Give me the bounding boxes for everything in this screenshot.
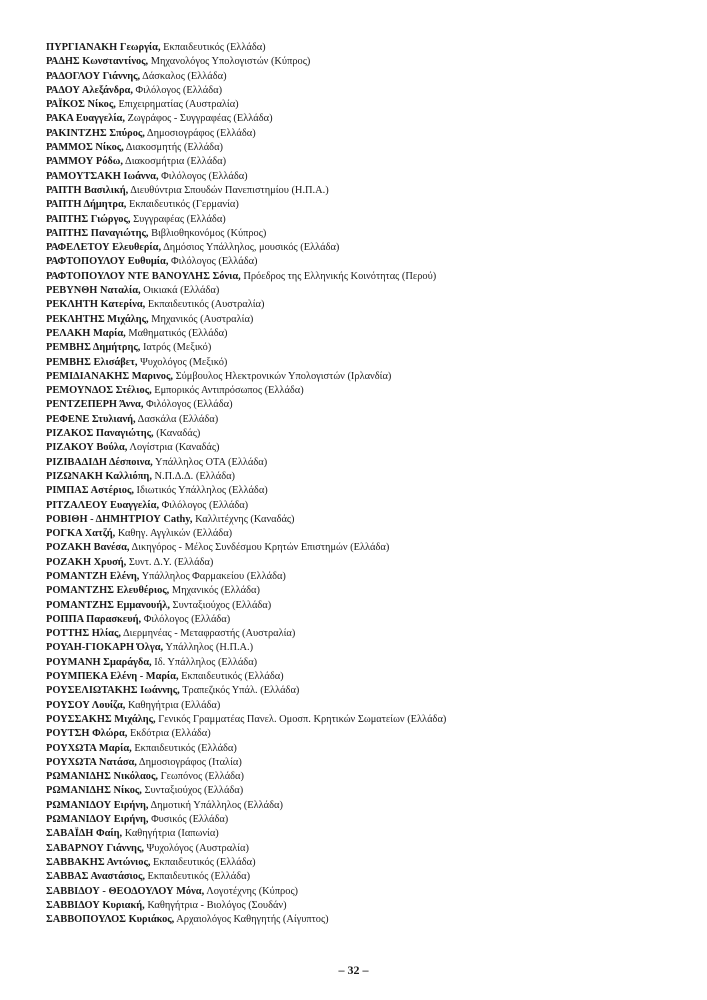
entry-description: Εκπαιδευτικός (Ελλάδα) (150, 856, 256, 868)
entry-description: Δημόσιος Υπάλληλος, μουσικός (Ελλάδα) (161, 242, 340, 254)
entry-name: ΡΑΜΟΥΤΣΑΚΗ Ιωάννα, (46, 170, 159, 182)
entry-name: ΡΟΥΣΕΛΙΩΤΑΚΗΣ Ιωάννης, (46, 685, 180, 697)
entry-name: ΡΑΜΜΟΥ Ρόδω, (46, 156, 123, 168)
entry-description: Φιλόλογος (Ελλάδα) (141, 613, 231, 625)
entry-name: ΡΟΥΣΟΥ Λουίζα, (46, 699, 126, 711)
entry-name: ΡΙΖΑΚΟΥ Βούλα, (46, 442, 128, 454)
entry-name: ΡΟΜΑΝΤΖΗ Ελένη, (46, 570, 140, 582)
list-item (46, 255, 666, 269)
entry-name: ΡΕΒΥΝΘΗ Ναταλία, (46, 285, 141, 297)
entry-name: ΡΩΜΑΝΙΔΗΣ Νίκος, (46, 785, 142, 797)
list-item (46, 870, 666, 884)
entry-description: Καθηγήτρια (Ελλάδα) (125, 699, 221, 711)
list-item (46, 213, 666, 227)
entry-name: ΣΑΒΒΟΠΟΥΛΟΣ Κυριάκος, (46, 914, 175, 926)
entry-name: ΣΑΒΒΑΣ Αναστάσιος, (46, 871, 145, 883)
list-item (46, 627, 666, 641)
list-item (46, 541, 666, 555)
entry-name: ΡΑΠΤΗΣ Γιώργος, (46, 213, 131, 225)
entry-description: Εκπαιδευτικός (Ελλάδα) (144, 871, 251, 883)
entry-name: ΡΙΖΩΝΑΚΗ Καλλιόπη, (46, 470, 152, 482)
entry-name: ΣΑΒΒΙΔΟΥ - ΘΕΟΔΟΥΛΟΥ Μόνα, (46, 885, 205, 897)
list-item (46, 613, 666, 627)
entry-description: Δημοσιογράφος (Ελλάδα) (144, 127, 256, 139)
entry-name: ΡΑΦΕΛΕΤΟΥ Ελευθερία, (46, 242, 162, 254)
entry-description: Μηχανολόγος Υπολογιστών (Κύπρος) (148, 56, 311, 68)
entry-description: Δημοτική Υπάλληλος (Ελλάδα) (148, 799, 283, 811)
list-item (46, 413, 666, 427)
entry-description: Καθηγήτρια (Ιαπωνία) (122, 828, 219, 840)
entry-description: Καθηγ. Αγγλικών (Ελλάδα) (115, 528, 233, 540)
entry-description: Ν.Π.Δ.Δ. (Ελλάδα) (151, 470, 236, 482)
entry-description: Πρόεδρος της Ελληνικής Κοινότητας (Περού) (240, 270, 437, 282)
entry-description: Εκπαιδευτικός (Ελλάδα) (178, 671, 284, 683)
list-item (46, 670, 666, 684)
list-item (46, 184, 666, 198)
entry-name: ΡΙΖΙΒΑΔΙΔΗ Δέσποινα, (46, 456, 153, 468)
entry-name: ΡΙΜΠΑΣ Αστέριος, (46, 485, 134, 497)
entry-description: Λογοτέχνης (Κύπρος) (204, 885, 299, 897)
list-item (46, 441, 666, 455)
entry-description: Δάσκαλος (Ελλάδα) (140, 70, 227, 82)
list-item (46, 70, 666, 84)
entry-description: Υπάλληλος ΟΤΑ (Ελλάδα) (152, 456, 268, 468)
entry-name: ΡΟΒΙΘΗ - ΔΗΜΗΤΡΙΟΥ Cathy, (46, 513, 193, 525)
entry-description: Καλλιτέχνης (Καναδάς) (192, 513, 295, 525)
entry-name: ΡΩΜΑΝΙΔΟΥ Ειρήνη, (46, 814, 149, 826)
entry-name: ΡΕΜΙΔΙΑΝΑΚΗΣ Μαρινος, (46, 370, 173, 382)
entry-name: ΡΕΛΑΚΗ Μαρία, (46, 327, 126, 339)
entry-name: ΡΕΜΒΗΣ Δημήτρης, (46, 342, 141, 354)
entry-name: ΡΟΥΧΩΤΑ Μαρία, (46, 742, 132, 754)
entry-name: ΡΑΠΤΗΣ Παναγιώτης, (46, 227, 149, 239)
entry-name: ΡΩΜΑΝΙΔΗΣ Νικόλαος, (46, 771, 158, 783)
entry-description: Υπάλληλος Φαρμακείου (Ελλάδα) (139, 570, 286, 582)
entry-name: ΡΟΥΧΩΤΑ Νατάσα, (46, 756, 137, 768)
entry-name: ΡΟΥΜΑΝΗ Σμαράγδα, (46, 656, 152, 668)
list-item (46, 470, 666, 484)
list-item (46, 913, 666, 927)
list-item (46, 713, 666, 727)
entry-description: (Καναδάς) (153, 428, 201, 440)
entry-description: Βιβλιοθηκονόμος (Κύπρος) (148, 227, 267, 239)
entry-description: Μηχανικός (Ελλάδα) (169, 585, 260, 597)
entry-name: ΣΑΒΒΑΚΗΣ Αντώνιος, (46, 856, 151, 868)
list-item (46, 127, 666, 141)
list-item (46, 856, 666, 870)
list-item (46, 842, 666, 856)
entry-name: ΡΕΜΒΗΣ Ελισάβετ, (46, 356, 138, 368)
entry-description: Διερμηνέας - Μεταφραστής (Αυστραλία) (120, 628, 296, 640)
entry-name: ΡΟΥΤΣΗ Φλώρα, (46, 728, 128, 740)
entry-name: ΡΟΥΑΗ-ΓΙΟΚΑΡΗ Όλγα, (46, 642, 164, 654)
list-item (46, 499, 666, 513)
entry-name: ΡΑΔΟΥ Αλεξάνδρα, (46, 84, 133, 96)
page-number: – 32 – (338, 963, 369, 977)
entry-description: Φιλόλογος (Ελλάδα) (132, 84, 223, 96)
list-item (46, 241, 666, 255)
entry-description: Επιχειρηματίας (Αυστραλία) (115, 99, 239, 111)
list-item (46, 699, 666, 713)
list-item (46, 527, 666, 541)
entry-description: Καθηγήτρια - Βιολόγος (Σουδάν) (144, 899, 287, 911)
list-item (46, 84, 666, 98)
list-item (46, 298, 666, 312)
list-item (46, 727, 666, 741)
list-item (46, 799, 666, 813)
entry-description: Υπάλληλος (Η.Π.Α.) (163, 642, 254, 654)
list-item (46, 370, 666, 384)
entry-name: ΡΑΦΤΟΠΟΥΛΟΥ ΝΤΕ ΒΑΝΟΥΛΗΣ Σόνια, (46, 270, 241, 282)
entry-description: Συνταξιούχος (Ελλάδα) (141, 785, 244, 797)
entry-name: ΡΑΠΤΗ Δήμητρα, (46, 199, 127, 211)
entry-description: Γεωπόνος (Ελλάδα) (157, 771, 244, 783)
entry-name: ΡΟΖΑΚΗ Βανέσα, (46, 542, 130, 554)
entry-name: ΡΟΓΚΑ Χατζή, (46, 528, 116, 540)
list-item (46, 556, 666, 570)
list-item (46, 356, 666, 370)
entry-description: Οικιακά (Ελλάδα) (140, 285, 220, 297)
entry-description: Φιλόλογος (Ελλάδα) (158, 170, 248, 182)
list-item (46, 513, 666, 527)
list-item (46, 341, 666, 355)
list-item (46, 313, 666, 327)
entry-name: ΣΑΒΑΪΔΗ Φαίη, (46, 828, 123, 840)
list-item (46, 112, 666, 126)
entry-name: ΡΑΔΟΓΛΟΥ Γιάννης, (46, 70, 141, 82)
entry-description: Σύμβουλος Ηλεκτρονικών Υπολογιστών (Ιρλανδία) (172, 370, 392, 382)
list-item (46, 41, 666, 55)
entry-description: Λογίστρια (Καναδάς) (127, 442, 220, 454)
entry-description: Ιδιωτικός Υπάλληλος (Ελλάδα) (133, 485, 268, 497)
entry-description: Φιλόλογος (Ελλάδα) (168, 256, 258, 268)
entry-description: Τραπεζικός Υπάλ. (Ελλάδα) (179, 685, 300, 697)
list-item (46, 656, 666, 670)
entry-description: Διακοσμητής (Ελλάδα) (123, 142, 223, 154)
entry-name: ΡΕΦΕΝΕ Στυλιανή, (46, 413, 136, 425)
entry-description: Συνταξιούχος (Ελλάδα) (169, 599, 272, 611)
entry-description: Μηχανικός (Αυστραλία) (148, 313, 254, 325)
list-item (46, 384, 666, 398)
entry-name: ΡΟΠΠΑ Παρασκευή, (46, 613, 142, 625)
entry-description: Ιδ. Υπάλληλος (Ελλάδα) (151, 656, 258, 668)
entry-description: Διευθύντρια Σπουδών Πανεπιστημίου (Η.Π.Α.) (128, 184, 329, 196)
list-item (46, 684, 666, 698)
entry-description: Φιλόλογος (Ελλάδα) (159, 499, 249, 511)
entry-description: Ψυχολόγος (Αυστραλία) (143, 842, 249, 854)
entry-name: ΡΑΦΤΟΠΟΥΛΟΥ Ευθυμία, (46, 256, 169, 268)
entry-name: ΡΙΤΖΑΛΕΟΥ Ευαγγελία, (46, 499, 160, 511)
entry-description: Εκπαιδευτικός (Αυστραλία) (145, 299, 265, 311)
entry-description: Διακοσμήτρια (Ελλάδα) (122, 156, 227, 168)
entry-description: Ιατρός (Μεξικό) (140, 342, 212, 354)
entry-name: ΠΥΡΓΙΑΝΑΚΗ Γεωργία, (46, 42, 161, 53)
list-item (46, 599, 666, 613)
entry-description: Εκπαιδευτικός (Ελλάδα) (160, 42, 266, 53)
list-item (46, 227, 666, 241)
list-item (46, 327, 666, 341)
entry-name: ΡΕΚΛΗΤΗ Κατερίνα, (46, 299, 146, 311)
entry-description: Μαθηματικός (Ελλάδα) (125, 327, 228, 339)
entry-name: ΡΑΜΜΟΣ Νίκος, (46, 142, 124, 154)
entry-name: ΡΟΖΑΚΗ Χρυσή, (46, 556, 127, 568)
entry-name: ΡΕΚΛΗΤΗΣ Μιχάλης, (46, 313, 149, 325)
entry-description: Εμπορικός Αντιπρόσωπος (Ελλάδα) (151, 385, 304, 397)
list-item (46, 570, 666, 584)
entry-name: ΡΑΪΚΟΣ Νίκος, (46, 99, 116, 111)
list-item (46, 770, 666, 784)
entry-description: Συγγραφέας (Ελλάδα) (130, 213, 226, 225)
entry-name: ΣΑΒΒΙΔΟΥ Κυριακή, (46, 899, 145, 911)
entry-description: Αρχαιολόγος Καθηγητής (Αίγυπτος) (174, 914, 329, 926)
entry-name: ΡΩΜΑΝΙΔΟΥ Ειρήνη, (46, 799, 149, 811)
entry-name: ΣΑΒΑΡΝΟΥ Γιάννης, (46, 842, 144, 854)
list-item (46, 398, 666, 412)
entry-name: ΡΟΜΑΝΤΖΗΣ Εμμανουήλ, (46, 599, 170, 611)
entry-name: ΡΑΔΗΣ Κωνσταντίνος, (46, 56, 149, 68)
list-item (46, 885, 666, 899)
entry-name: ΡΕΝΤΖΕΠΕΡΗ Άννα, (46, 399, 144, 411)
list-item (46, 742, 666, 756)
entry-description: Δικηγόρος - Μέλος Συνδέσμου Κρητών Επιστημών (Ελλάδα) (129, 542, 390, 554)
entry-description: Ζωγράφος - Συγγραφέας (Ελλάδα) (124, 113, 273, 125)
list-item (46, 55, 666, 69)
entry-description: Ψυχολόγος (Μεξικό) (137, 356, 228, 368)
list-item (46, 427, 666, 441)
entry-name: ΡΑΠΤΗ Βασιλική, (46, 184, 129, 196)
name-list (46, 41, 666, 927)
list-item (46, 484, 666, 498)
list-item (46, 170, 666, 184)
list-item (46, 456, 666, 470)
entry-name: ΡΟΥΣΣΑΚΗΣ Μιχάλης, (46, 713, 156, 725)
entry-description: Φιλόλογος (Ελλάδα) (143, 399, 233, 411)
list-item (46, 827, 666, 841)
entry-name: ΡΟΜΑΝΤΖΗΣ Ελευθέριος, (46, 585, 170, 597)
entry-name: ΡΕΜΟΥΝΔΟΣ Στέλιος, (46, 385, 152, 397)
list-item (46, 756, 666, 770)
entry-name: ΡΑΚΑ Ευαγγελία, (46, 113, 125, 125)
list-item (46, 270, 666, 284)
list-item (46, 284, 666, 298)
list-item (46, 813, 666, 827)
entry-name: ΡΙΖΑΚΟΣ Παναγιώτης, (46, 428, 154, 440)
entry-name: ΡΟΤΤΗΣ Ηλίας, (46, 628, 121, 640)
entry-description: Εκπαιδευτικός (Ελλάδα) (131, 742, 237, 754)
list-item (46, 98, 666, 112)
list-item (46, 584, 666, 598)
list-item (46, 155, 666, 169)
entry-description: Φυσικός (Ελλάδα) (148, 814, 229, 826)
entry-description: Δασκάλα (Ελλάδα) (135, 413, 219, 425)
list-item (46, 141, 666, 155)
entry-name: ΡΟΥΜΠΕΚΑ Ελένη - Μαρία, (46, 671, 179, 683)
list-item (46, 198, 666, 212)
entry-description: Εκπαιδευτικός (Γερμανία) (126, 199, 239, 211)
list-item (46, 899, 666, 913)
list-item (46, 641, 666, 655)
entry-description: Δημοσιογράφος (Ιταλία) (136, 756, 242, 768)
entry-description: Γενικός Γραμματέας Πανελ. Ομοσπ. Κρητικών Σωματείων (Ελλάδα) (155, 713, 447, 725)
entry-name: ΡΑΚΙΝΤΖΗΣ Σπύρος, (46, 127, 145, 139)
entry-description: Εκδότρια (Ελλάδα) (127, 728, 211, 740)
entry-description: Συντ. Δ.Υ. (Ελλάδα) (126, 556, 214, 568)
list-item (46, 784, 666, 798)
